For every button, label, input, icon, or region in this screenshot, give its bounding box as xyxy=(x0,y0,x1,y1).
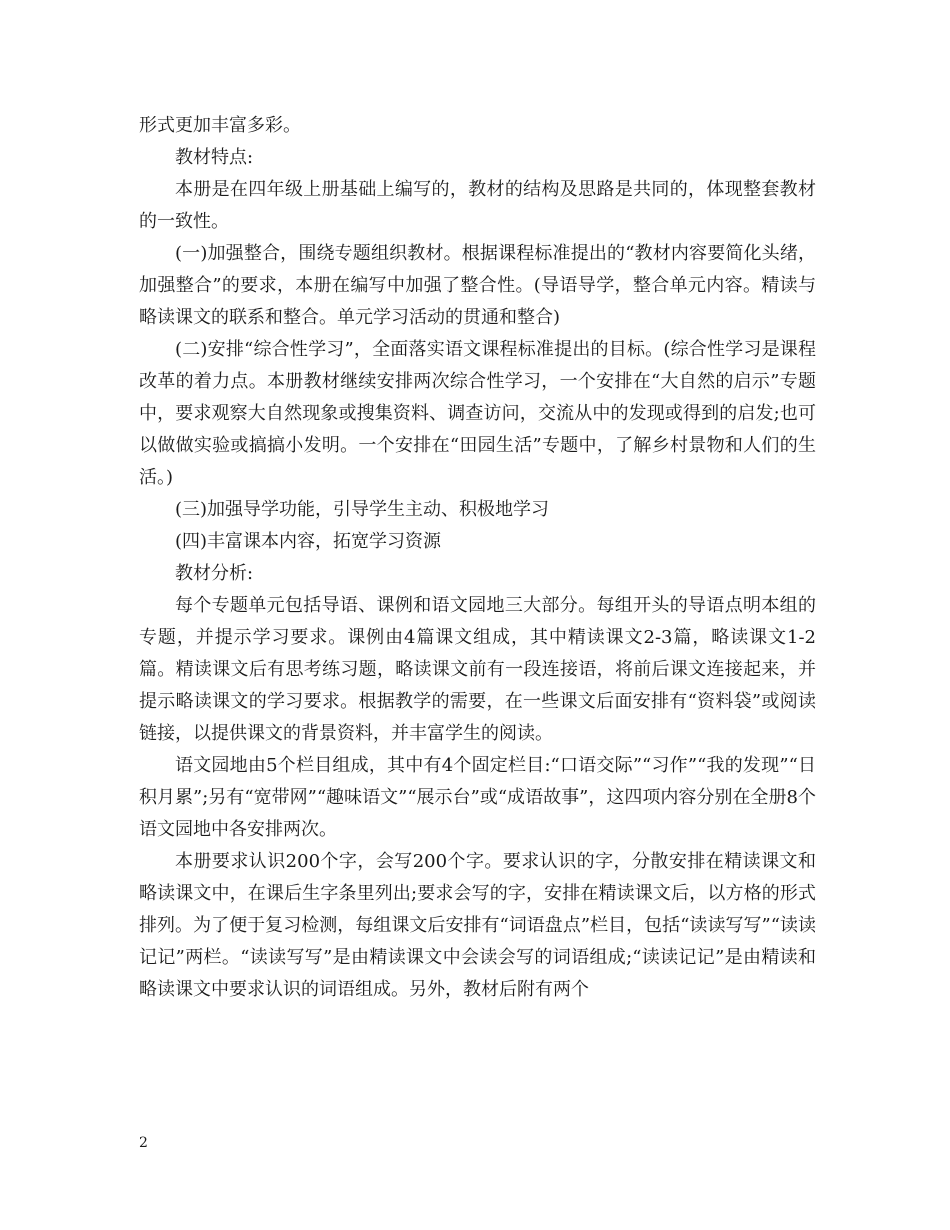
heading-textbook-analysis: 教材分析: xyxy=(175,563,254,584)
paragraph-point-three: (三)加强导学功能，引导学生主动、积极地学习 xyxy=(175,499,550,520)
paragraph-language-garden: 语文园地由5个栏目组成，其中有4个固定栏目:“口语交际”“习作”“我的发现”“日积月累”;另有“宽带网”“趣味语文”“展示台”或“成语故事”，这四项内容分别在全册8个语文园地中各安排两次。 xyxy=(139,755,816,840)
paragraph-character-requirements: 本册要求认识200个字，会写200个字。要求认识的字，分散安排在精读课文和略读课文中，在课后生字条里列出;要求会写的字，安排在精读课文后，以方格的形式排列。为了便于复习检测，每组课文后安排有“词语盘点”栏目，包括“读读写写”“读读记记”两栏。“读读写写”是由精读课文中会读会写的词语组成;“读读记记”是由精读和略读课文中要求认识的词语组成。另外，教材后附有两个 xyxy=(139,851,816,1000)
paragraph-continuation: 形式更加丰富多彩。 xyxy=(139,115,301,136)
heading-textbook-features: 教材特点: xyxy=(175,147,254,168)
paragraph-point-one: (一)加强整合，围绕专题组织教材。根据课程标准提出的“教材内容要简化头绪，加强整合”的要求，本册在编写中加强了整合性。(导语导学，整合单元内容。精读与略读课文的联系和整合。单元学习活动的贯通和整合) xyxy=(139,243,816,328)
paragraph-point-two: (二)安排“综合性学习”，全面落实语文课程标准提出的目标。(综合性学习是课程改革的着力点。本册教材继续安排两次综合性学习，一个安排在“大自然的启示”专题中，要求观察大自然现象或搜集资料、调查访问，交流从中的发现或得到的启发;也可以做做实验或搞搞小发明。一个安排在“田园生活”专题中，了解乡村景物和人们的生活。) xyxy=(139,339,816,488)
document-body xyxy=(139,110,816,1006)
page-number: 2 xyxy=(139,1135,148,1151)
paragraph-unit-structure: 每个专题单元包括导语、课例和语文园地三大部分。每组开头的导语点明本组的专题，并提示学习要求。课例由4篇课文组成，其中精读课文2-3篇，略读课文1-2篇。精读课文后有思考练习题，略读课文前有一段连接语，将前后课文连接起来，并提示略读课文的学习要求。根据教学的需要，在一些课文后面安排有“资料袋”或阅读链接，以提供课文的背景资料，并丰富学生的阅读。 xyxy=(139,595,816,744)
paragraph-consistency: 本册是在四年级上册基础上编写的，教材的结构及思路是共同的，体现整套教材的一致性。 xyxy=(139,179,816,232)
paragraph-point-four: (四)丰富课本内容，拓宽学习资源 xyxy=(175,531,442,552)
